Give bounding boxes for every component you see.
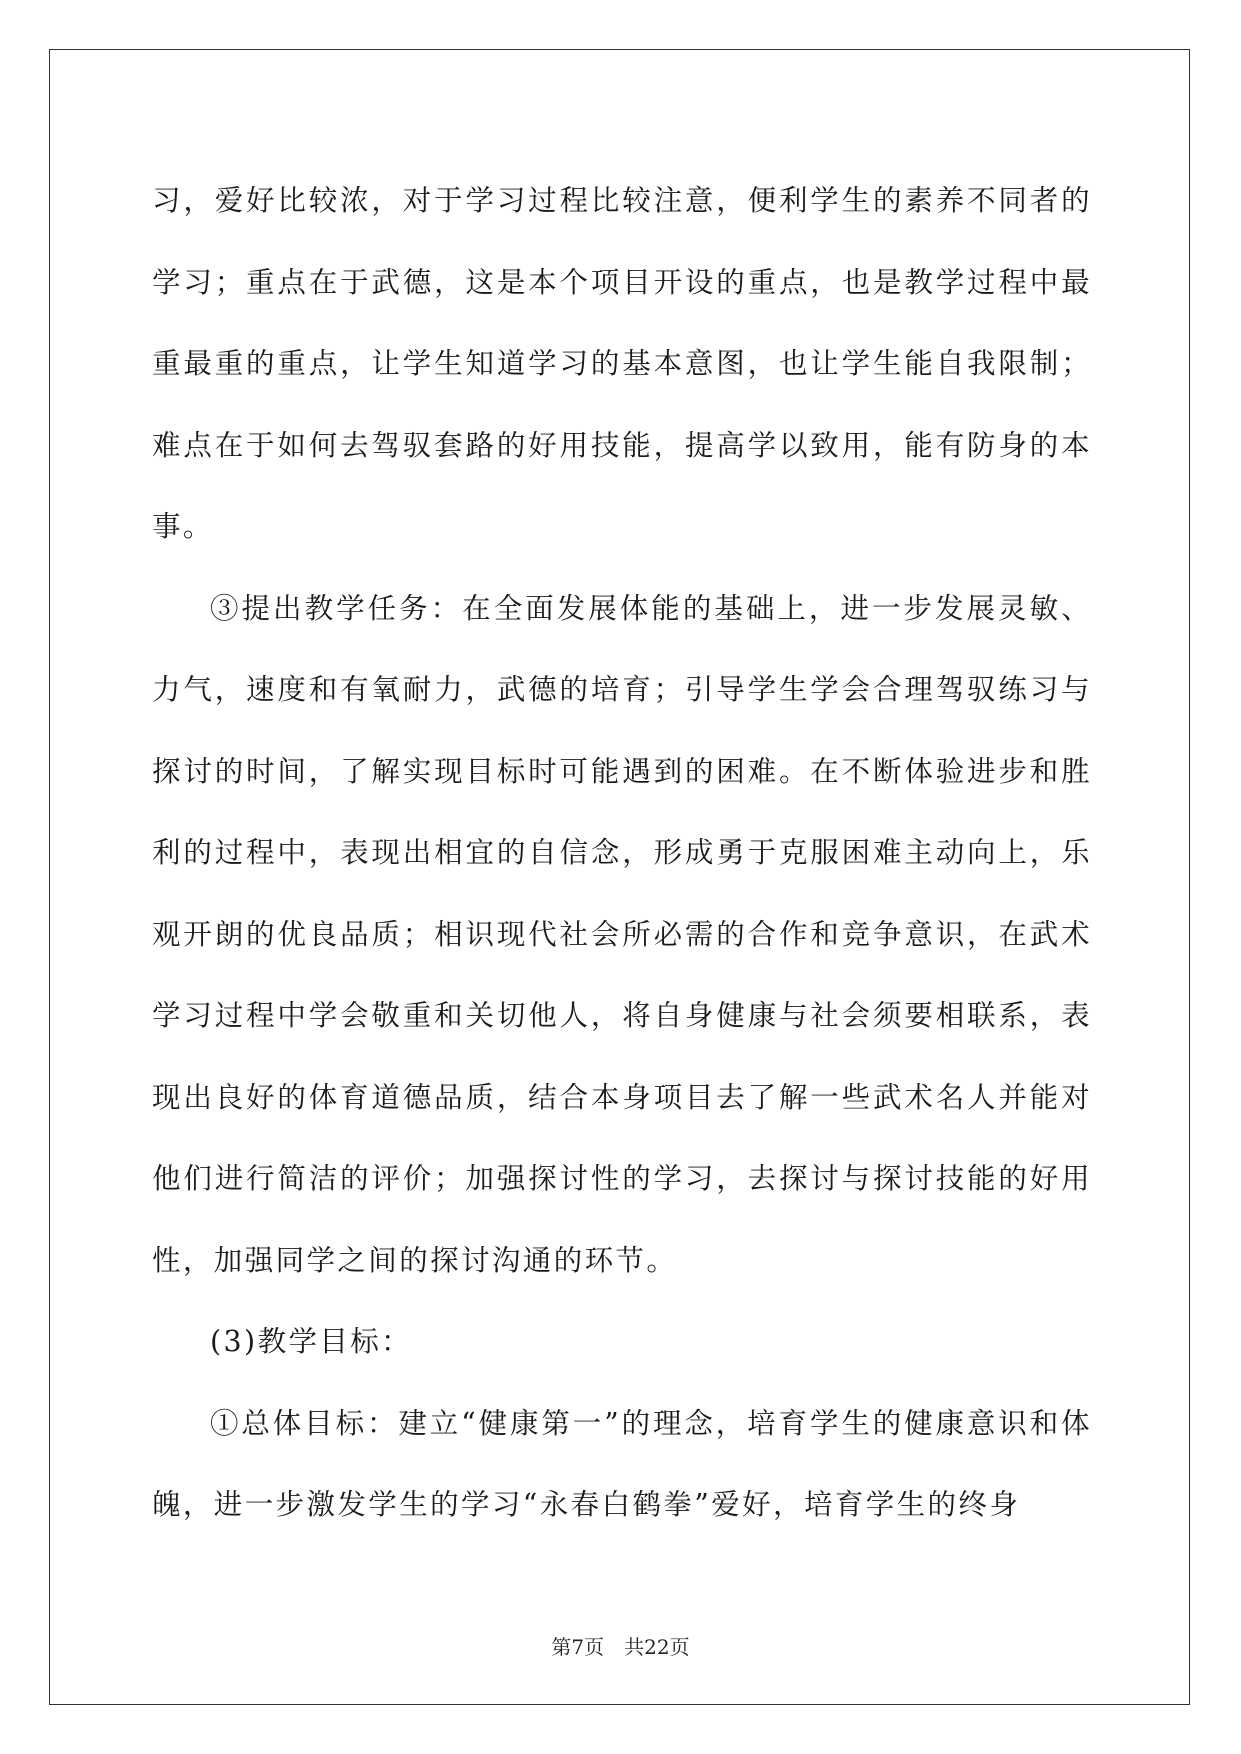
paragraph: ③提出教学任务：在全面发展体能的基础上，进一步发展灵敏、力气，速度和有氧耐力，武德的培育；引导学生学会合理驾驭练习与探讨的时间，了解实现目标时可能遇到的困难。在不断体验进步和胜利的过程中，表现出相宜的自信念，形成勇于克服困难主动向上，乐观开朗的优良品质；相识现代社会所必需的合作和竞争意识，在武术学习过程中学会敬重和关切他人，将自身健康与社会须要相联系，表现出良好的体育道德品质，结合本身项目去了解一些武术名人并能对他们进行简洁的评价；加强探讨性的学习，去探讨与探讨技能的好用性，加强同学之间的探讨沟通的环节。 (152, 591, 1092, 1277)
paragraph: (3)教学目标： (210, 1325, 413, 1358)
document-body (152, 160, 1092, 1546)
paragraph: 习，爱好比较浓，对于学习过程比较注意，便利学生的素养不同者的学习；重点在于武德，这是本个项目开设的重点，也是教学过程中最重最重的重点，让学生知道学习的基本意图，也让学生能自我限制；难点在于如何去驾驭套路的好用技能，提高学以致用，能有防身的本事。 (152, 184, 1092, 543)
page-footer (0, 1631, 1241, 1660)
page-number: 第7页 (551, 1635, 605, 1659)
paragraph: ①总体目标：建立“健康第一”的理念，培育学生的健康意识和体魄，进一步激发学生的学习“永春白鹤拳”爱好，培育学生的终身 (152, 1406, 1092, 1521)
page-total: 共22页 (624, 1635, 690, 1659)
